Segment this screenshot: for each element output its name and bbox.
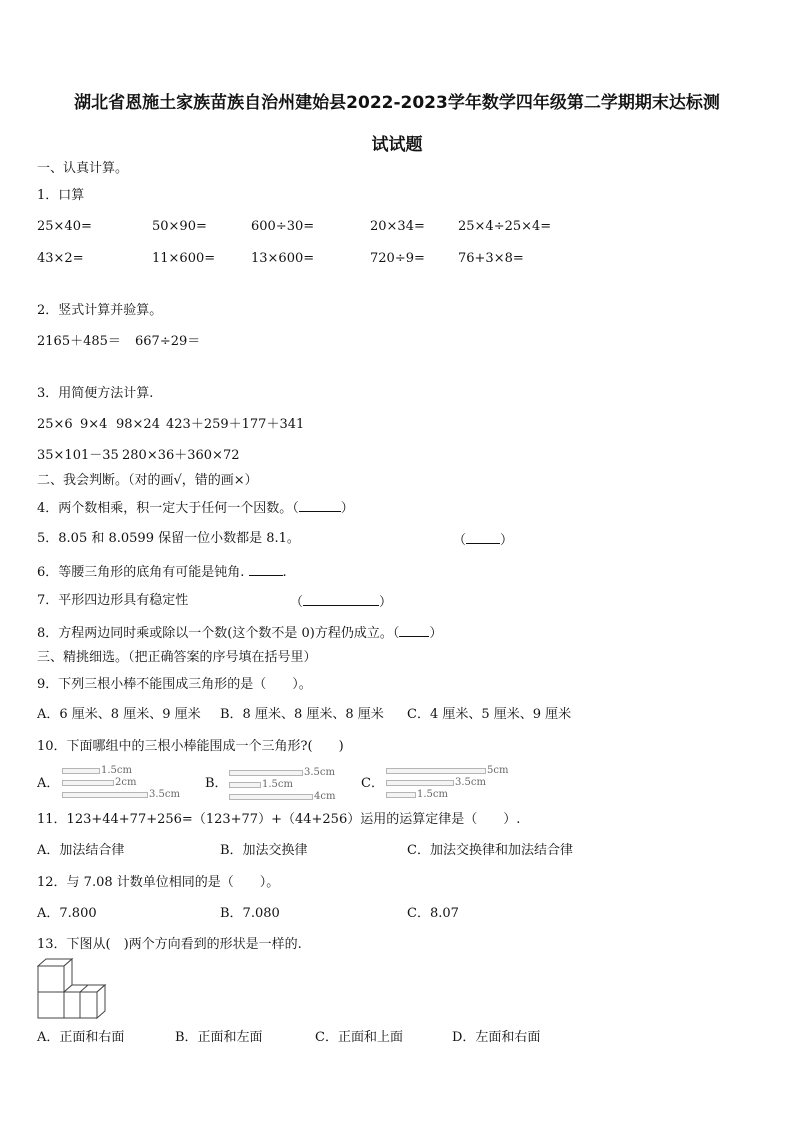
choice-option[interactable]: A．6 厘米、8 厘米、9 厘米 — [37, 707, 201, 722]
stick-bar — [229, 794, 313, 800]
stick-bar — [62, 792, 148, 798]
choice-option-c[interactable]: C． — [361, 776, 384, 791]
stick-length-label: 1.5cm — [262, 779, 293, 790]
stick-bar — [229, 770, 303, 776]
stick-bar — [386, 780, 454, 786]
cube-stack-figure — [37, 958, 109, 1024]
simplify-calc-item: 35×101－35 — [37, 448, 119, 463]
simplify-calc-item: 98×24 — [116, 417, 160, 432]
exam-title-line2: 试试题 — [371, 135, 423, 155]
question-3-label: 3．用简便方法计算. — [37, 386, 154, 401]
choice-option[interactable]: C．4 厘米、5 厘米、9 厘米 — [407, 707, 572, 722]
stick-length-label: 3.5cm — [304, 767, 335, 778]
question-10-stem: 10．下面哪组中的三根小棒能围成一个三角形?( ) — [37, 739, 344, 754]
choice-option[interactable]: B．8 厘米、8 厘米、8 厘米 — [220, 707, 384, 722]
question-12-stem: 12．与 7.08 计数单位相同的是（ ）。 — [37, 875, 280, 890]
stick-bar — [62, 768, 100, 774]
stick-bar — [386, 792, 416, 798]
question-11-stem: 11．123+44+77+256=（123+77）+（44+256）运用的运算定律是（ ）. — [37, 812, 521, 827]
simplify-calc-item: 280×36＋360×72 — [122, 448, 240, 463]
question-13-stem: 13．下图从( )两个方向看到的形状是一样的. — [37, 937, 302, 952]
answer-blank[interactable] — [249, 563, 283, 576]
stick-length-label: 2cm — [115, 777, 137, 788]
oral-calc-item: 11×600= — [152, 251, 216, 266]
answer-blank[interactable] — [299, 499, 341, 512]
simplify-calc-item: 9×4 — [80, 417, 108, 432]
stick-bar — [229, 782, 261, 788]
choice-option[interactable]: A．正面和右面 — [37, 1030, 125, 1045]
stick-length-label: 3.5cm — [455, 777, 486, 788]
stick-length-label: 1.5cm — [101, 765, 132, 776]
paren-close: ） — [379, 595, 393, 610]
paren-open: （ — [453, 533, 467, 548]
judge-question-5: 5．8.05 和 8.0599 保留一位小数都是 8.1。 — [37, 531, 300, 546]
section-heading-3: 三、精挑细选。（把正确答案的序号填在括号里） — [37, 650, 317, 665]
stick-length-label: 1.5cm — [417, 789, 448, 800]
oral-calc-item: 50×90= — [152, 219, 207, 234]
judge-question-8 — [37, 624, 442, 642]
stick-length-label: 3.5cm — [149, 789, 180, 800]
judge-question-8-text: 8．方程两边同时乘或除以一个数(这个数不是 0)方程仍成立。（ — [37, 626, 400, 641]
simplify-calc-item: 25×6 — [37, 417, 73, 432]
paren-close: ） — [340, 501, 354, 516]
simplify-calc-item: 423＋259＋177＋341 — [166, 417, 305, 432]
paren-close: ） — [500, 533, 514, 548]
answer-blank[interactable] — [466, 531, 500, 544]
stick-length-label: 4cm — [314, 791, 336, 802]
answer-blank[interactable] — [399, 624, 429, 637]
exam-title-line1: 湖北省恩施土家族苗族自治州建始县2022-2023学年数学四年级第二学期期末达标测 — [74, 93, 720, 113]
choice-option[interactable]: B．正面和左面 — [175, 1030, 263, 1045]
choice-option[interactable]: A．7.800 — [37, 906, 97, 921]
oral-calc-item: 20×34= — [370, 219, 425, 234]
judge-question-7-answer — [290, 593, 392, 611]
question-1-label: 1．口算 — [37, 188, 85, 203]
answer-blank[interactable] — [303, 593, 379, 606]
choice-option[interactable]: C．加法交换律和加法结合律 — [407, 843, 573, 858]
choice-option[interactable]: A．加法结合律 — [37, 843, 125, 858]
choice-option[interactable]: B．7.080 — [220, 906, 280, 921]
judge-question-7: 7．平形四边形具有稳定性 — [37, 593, 189, 608]
choice-option[interactable]: C．8.07 — [407, 906, 459, 921]
oral-calc-item: 13×600= — [251, 251, 315, 266]
vertical-calc-item: 2165＋485＝ — [37, 334, 121, 349]
choice-option[interactable]: C．正面和上面 — [315, 1030, 403, 1045]
choice-option-a[interactable]: A． — [37, 776, 60, 791]
period: . — [282, 565, 287, 580]
oral-calc-item: 25×4÷25×4= — [458, 219, 552, 234]
choice-option[interactable]: B．加法交换律 — [220, 843, 308, 858]
stick-length-label: 5cm — [487, 765, 509, 776]
paren-open: （ — [290, 595, 304, 610]
oral-calc-item: 43×2= — [37, 251, 84, 266]
question-9-stem: 9．下列三根小棒不能围成三角形的是（ ）。 — [37, 677, 312, 692]
stick-bar — [386, 768, 486, 774]
judge-question-5-answer — [453, 531, 513, 549]
section-heading-2: 二、我会判断。（对的画√，错的画×） — [37, 473, 258, 488]
judge-question-6-text: 6．等腰三角形的底角有可能是钝角. — [37, 565, 245, 580]
oral-calc-item: 76+3×8= — [458, 251, 524, 266]
section-heading-1: 一、认真计算。 — [37, 161, 129, 176]
choice-option-b[interactable]: B． — [205, 776, 228, 791]
paren-close: ） — [429, 626, 443, 641]
oral-calc-item: 720÷9= — [370, 251, 425, 266]
oral-calc-item: 25×40= — [37, 219, 92, 234]
vertical-calc-item: 667÷29＝ — [135, 334, 201, 349]
judge-question-4-text: 4．两个数相乘，积一定大于任何一个因数。（ — [37, 501, 299, 516]
question-2-label: 2．竖式计算并验算。 — [37, 303, 163, 318]
judge-question-4 — [37, 499, 354, 517]
judge-question-6 — [37, 563, 287, 581]
choice-option[interactable]: D．左面和右面 — [452, 1030, 541, 1045]
stick-bar — [62, 780, 114, 786]
oral-calc-item: 600÷30= — [251, 219, 315, 234]
